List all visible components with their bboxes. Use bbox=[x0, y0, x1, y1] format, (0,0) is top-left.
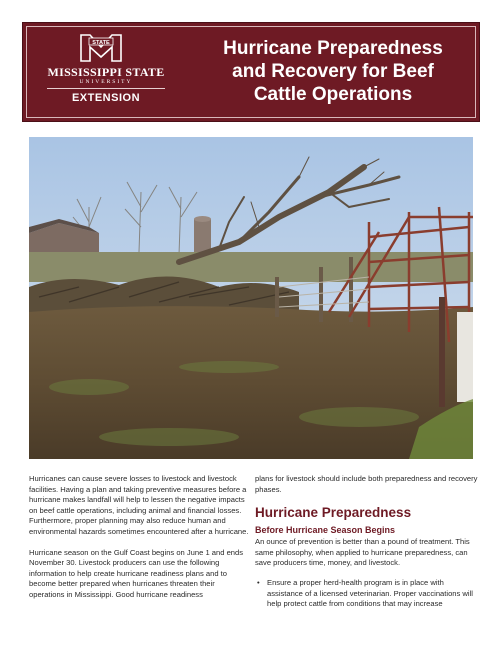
prevention-paragraph: An ounce of prevention is better than a pound of treatment. This same philosophy, when applied to hurricane preparedness, can save producers time, money, and livestock. bbox=[255, 537, 470, 568]
seal-text: STATE bbox=[92, 40, 110, 46]
org-university: UNIVERSITY bbox=[79, 79, 133, 85]
left-column bbox=[29, 474, 249, 611]
title-line-2: and Recovery for Beef bbox=[232, 61, 434, 82]
org-extension: EXTENSION bbox=[71, 92, 141, 104]
logo-divider bbox=[47, 88, 165, 89]
list-item-text: Ensure a proper herd-health program is in place with assistance of a licensed veterinarian. Proper vaccinations will help protect cattle from conditions that may increase bbox=[267, 577, 473, 609]
section-heading: Hurricane Preparedness bbox=[255, 505, 412, 521]
msu-extension-logo bbox=[31, 33, 181, 113]
right-column bbox=[255, 474, 480, 610]
storm-damaged-pasture-photo bbox=[29, 137, 473, 459]
msu-seal-icon bbox=[78, 33, 124, 63]
continued-paragraph: plans for livestock should include both preparedness and recovery phases. bbox=[255, 474, 478, 494]
title-line-1: Hurricane Preparedness bbox=[223, 38, 443, 59]
intro-paragraph: Hurricanes can cause severe losses to livestock and livestock facilities. Having a plan and taking preventive measures before a hurricane makes landfall will help to lessen the negative impacts on beef cattle operations, including animal and financial losses. Furthermore, proper planning may also reduce human and environmental hazards sometimes encountered after a hurricane. bbox=[29, 474, 249, 536]
list-item bbox=[255, 578, 480, 610]
photo-illustration bbox=[29, 137, 473, 459]
bullet-icon: • bbox=[257, 577, 260, 587]
header-banner bbox=[22, 22, 480, 122]
subsection-heading: Before Hurricane Season Begins bbox=[255, 525, 396, 536]
document-title bbox=[198, 37, 468, 106]
org-name: MISSISSIPPI STATE bbox=[47, 65, 165, 79]
season-paragraph: Hurricane season on the Gulf Coast begins on June 1 and ends November 30. Livestock producers can use the following information to help create hurricane readiness plans and to become better prepared when hurricanes threaten their operations in Mississippi. Good hurricane readiness bbox=[29, 547, 244, 599]
title-line-3: Cattle Operations bbox=[253, 84, 413, 105]
